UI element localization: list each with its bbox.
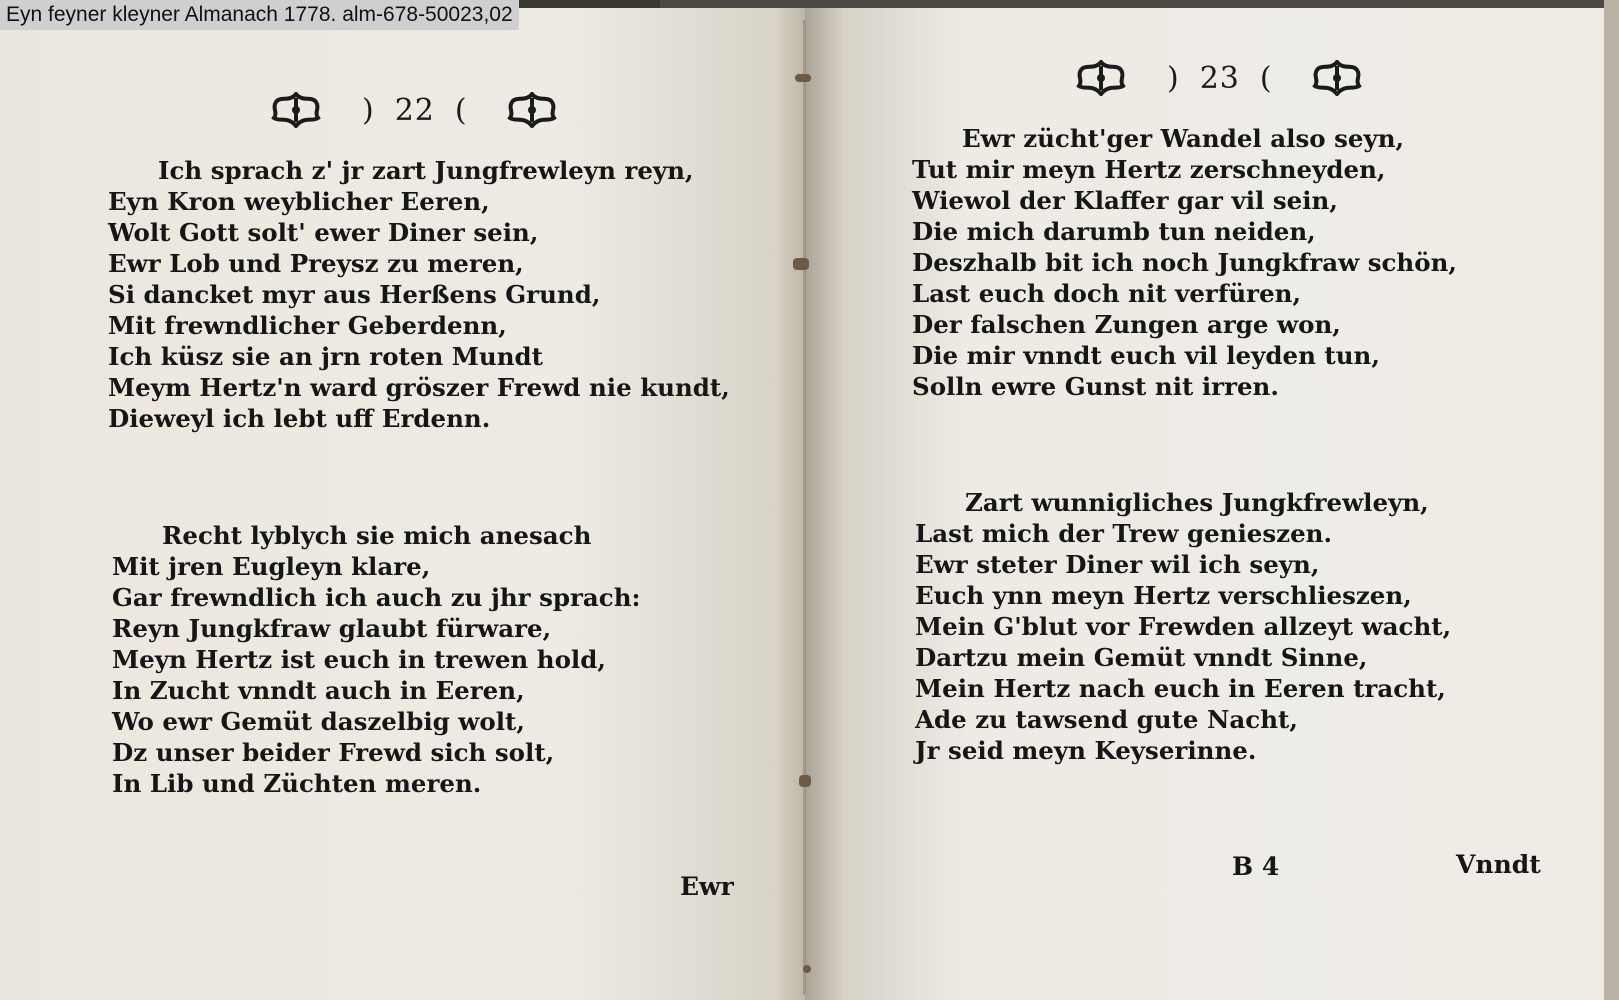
page-number: 23 [1199, 60, 1240, 96]
verse-line: Der falschen Zungen arge won, [912, 310, 1341, 339]
verse-line: Jr seid meyn Keyserinne. [915, 736, 1257, 765]
verse-line: Mein Hertz nach euch in Eeren tracht, [915, 674, 1446, 703]
signature-mark: B 4 [1232, 852, 1280, 881]
verse-line: Wo ewr Gemüt daszelbig wolt, [112, 707, 525, 736]
verse-line: In Lib und Züchten meren. [112, 769, 482, 798]
right-page-header [1075, 60, 1363, 96]
binding-thread-icon [793, 258, 809, 270]
verse-line: Ich küsz sie an jrn roten Mundt [108, 342, 543, 371]
verse-line: Ich sprach z' jr zart Jungfrewleyn reyn, [158, 156, 694, 185]
verse-line: Recht lyblych sie mich anesach [162, 521, 592, 550]
right-stanza-2 [915, 487, 1451, 766]
verse-line: Ewr zücht'ger Wandel also seyn, [962, 124, 1405, 153]
verse-line: Last euch doch nit verfüren, [912, 279, 1302, 308]
verse-line: Euch ynn meyn Hertz verschlieszen, [915, 581, 1412, 610]
verse-line: Wolt Gott solt' ewer Diner sein, [108, 218, 539, 247]
verse-line: Ade zu tawsend gute Nacht, [915, 705, 1298, 734]
right-page-edge [1604, 0, 1619, 1000]
fleuron-ornament-icon [1311, 60, 1363, 96]
binding-thread-icon [799, 775, 811, 787]
verse-line: Wiewol der Klaffer gar vil sein, [912, 186, 1338, 215]
verse-line: Mit jren Eugleyn klare, [112, 552, 431, 581]
left-catchword: Ewr [680, 872, 734, 901]
gutter-fold [803, 20, 806, 995]
verse-line: In Zucht vnndt auch in Eeren, [112, 676, 525, 705]
verse-line: Dz unser beider Frewd sich solt, [112, 738, 555, 767]
page-number-right-paren: ( [1259, 60, 1273, 96]
right-catchword: Vnndt [1456, 850, 1541, 879]
verse-line: Mit frewndlicher Geberdenn, [108, 311, 507, 340]
page-number-left-paren: ) [362, 92, 375, 128]
fleuron-ornament-icon [506, 92, 558, 128]
right-stanza-1 [912, 123, 1457, 402]
verse-line: Deszhalb bit ich noch Jungkfraw schön, [912, 248, 1457, 277]
page-number-left-paren: ) [1167, 60, 1180, 96]
verse-line: Tut mir meyn Hertz zerschneyden, [912, 155, 1386, 184]
verse-line: Meyn Hertz ist euch in trewen hold, [112, 645, 606, 674]
verse-line: Last mich der Trew genieszen. [915, 519, 1333, 548]
verse-line: Dieweyl ich lebt uff Erdenn. [108, 404, 491, 433]
verse-line: Eyn Kron weyblicher Eeren, [108, 187, 490, 216]
verse-line: Mein G'blut vor Frewden allzeyt wacht, [915, 612, 1452, 641]
verse-line: Reyn Jungkfraw glaubt fürware, [112, 614, 552, 643]
fleuron-ornament-icon [270, 92, 322, 128]
left-stanza-2 [112, 520, 641, 799]
verse-line: Si dancket myr aus Herßens Grund, [108, 280, 601, 309]
verse-line: Ewr Lob und Preysz zu meren, [108, 249, 524, 278]
left-page-header [270, 92, 558, 128]
fleuron-ornament-icon [1075, 60, 1127, 96]
verse-line: Solln ewre Gunst nit irren. [912, 372, 1279, 401]
verse-line: Die mir vnndt euch vil leyden tun, [912, 341, 1380, 370]
verse-line: Die mich darumb tun neiden, [912, 217, 1316, 246]
image-title-bar: Eyn feyner kleyner Almanach 1778. alm-678-50023,02 [0, 0, 519, 30]
binding-thread-icon [795, 74, 811, 82]
binding-thread-icon [803, 965, 811, 973]
verse-line: Zart wunnigliches Jungkfrewleyn, [965, 488, 1429, 517]
verse-line: Gar frewndlich ich auch zu jhr sprach: [112, 583, 641, 612]
page-number-right-paren: ( [454, 92, 468, 128]
verse-line: Ewr steter Diner wil ich seyn, [915, 550, 1320, 579]
left-stanza-1 [108, 155, 730, 434]
page-number: 22 [394, 92, 435, 128]
verse-line: Meym Hertz'n ward gröszer Frewd nie kundt, [108, 373, 730, 402]
verse-line: Dartzu mein Gemüt vnndt Sinne, [915, 643, 1368, 672]
